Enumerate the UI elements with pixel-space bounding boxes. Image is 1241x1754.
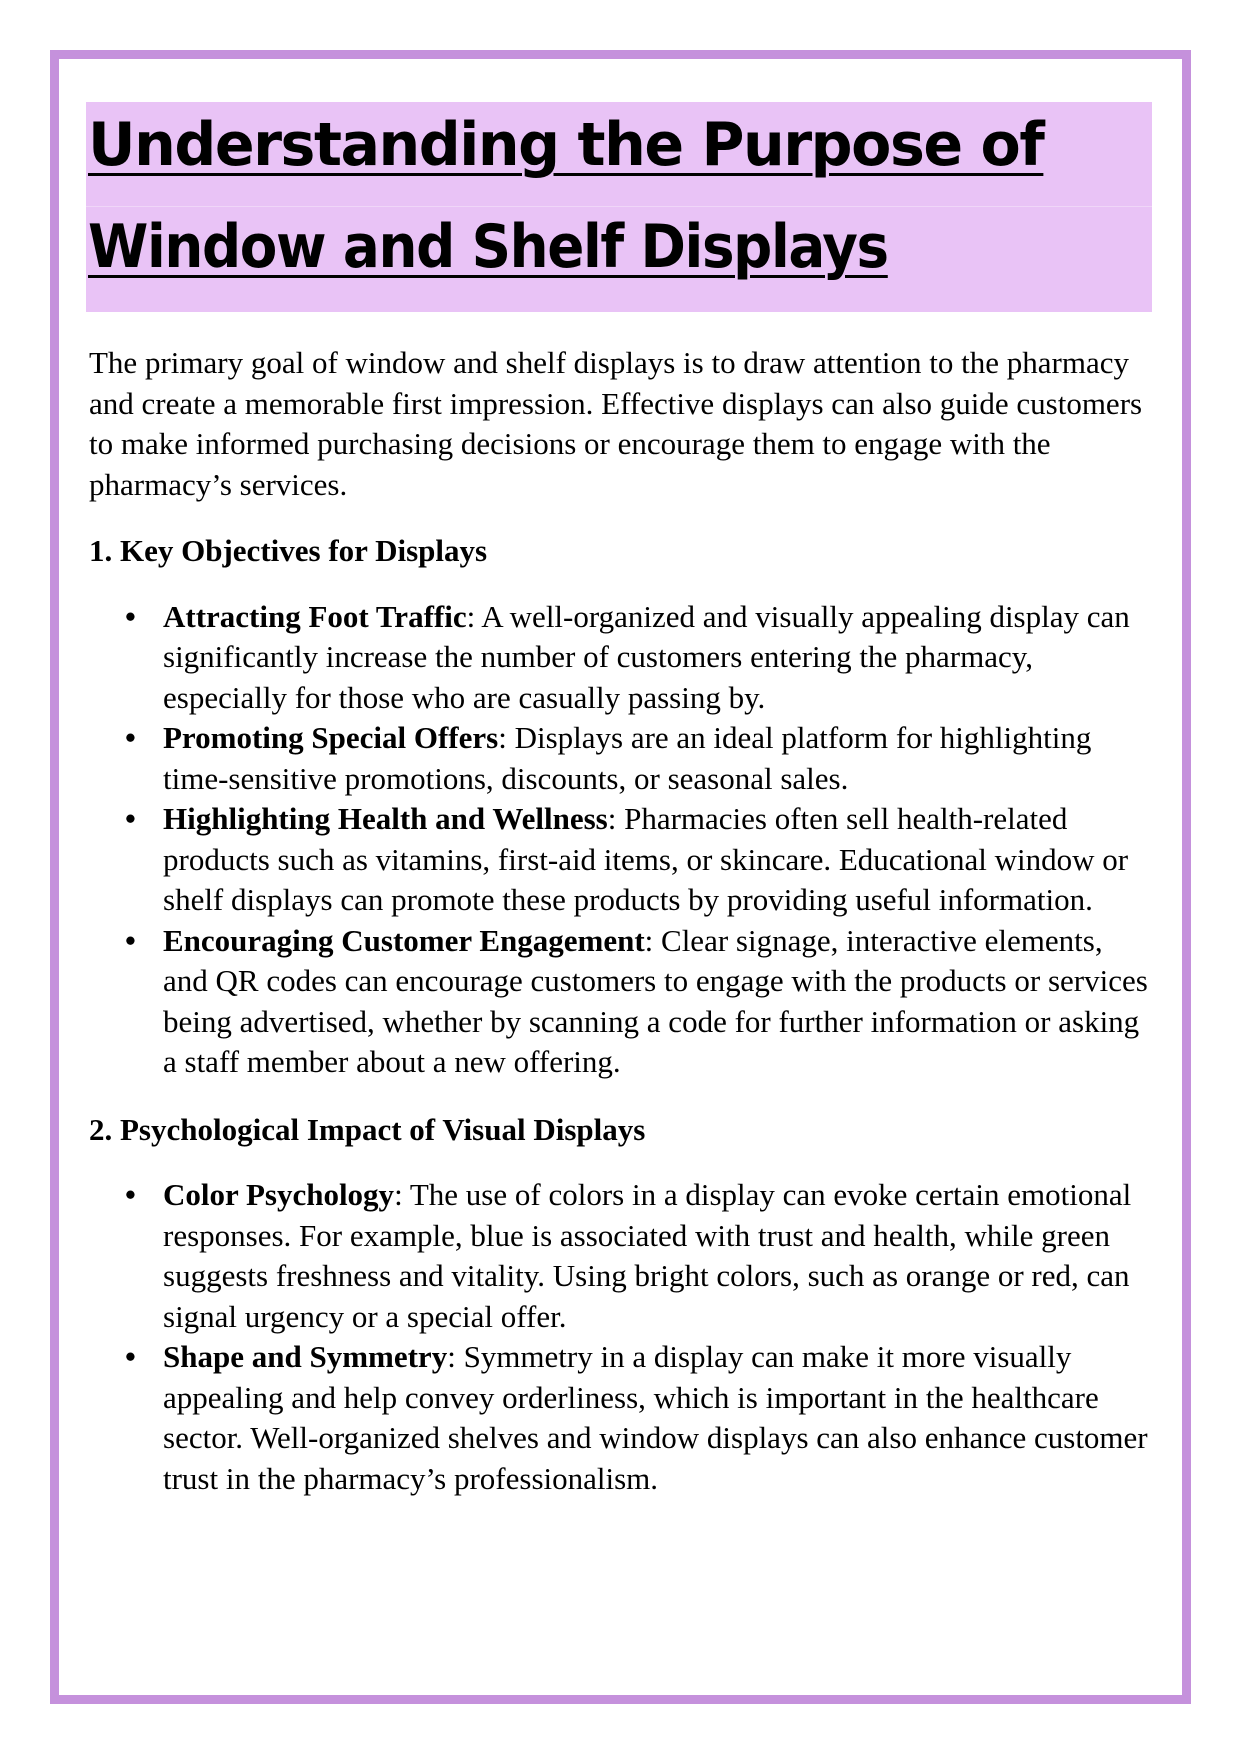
document-body <box>89 343 1149 1526</box>
section-heading: 1. Key Objectives for Displays <box>89 533 488 568</box>
item-text: : Pharmacies often sell health-related products such as vitamins, first-aid items, or skincare. Educational window or shelf displays can promote these products by providing useful information. <box>163 801 1129 917</box>
item-text: : Symmetry in a display can make it more visually appealing and help convey orderliness, which is important in the healthcare sector. Well-organized shelves and window displays can also enhance customer trust in the pharmacy’s professionalism. <box>163 1339 1148 1496</box>
item-term: Encouraging Customer Engagement <box>163 922 645 958</box>
list-item <box>125 718 1149 799</box>
bullet-icon: • <box>125 922 136 958</box>
bullet-icon: • <box>125 801 136 836</box>
item-term: Highlighting Health and Wellness <box>163 801 608 836</box>
bullet-icon: • <box>125 1339 136 1374</box>
item-text: : Displays are an ideal platform for highlighting time-sensitive promotions, discounts, or seasonal sales. <box>163 720 1092 796</box>
list-item <box>125 1337 1149 1499</box>
bullet-icon: • <box>125 720 136 755</box>
bullet-icon: • <box>125 598 136 634</box>
item-term: Shape and Symmetry <box>163 1339 448 1374</box>
bullet-icon: • <box>125 1177 136 1212</box>
item-term: Color Psychology <box>163 1177 395 1212</box>
page-title-line-1: Understanding the Purpose of <box>88 110 1044 180</box>
list-item <box>125 597 1149 719</box>
list-item <box>125 921 1149 1083</box>
intro-paragraph: The primary goal of window and shelf displays is to draw attention to the pharmacy and create a memorable first impression. Effective displays can also guide customers to make informed purchasing decisions or encourage them to engage with the pharmacy’s services. <box>89 345 1143 502</box>
title-divider <box>86 206 1152 207</box>
item-text: : Clear signage, interactive elements, and QR codes can encourage customers to engage with the products or services being advertised, whether by scanning a code for further information or asking a staff member about a new offering. <box>163 922 1148 1079</box>
page-title-line-2: Window and Shelf Displays <box>88 212 888 282</box>
item-text: : A well-organized and visually appealing display can significantly increase the number of customers entering the pharmacy, especially for those who are casually passing by. <box>163 598 1130 715</box>
item-term: Attracting Foot Traffic <box>163 598 467 634</box>
list-item <box>125 799 1149 921</box>
bullet-list <box>89 597 1149 1083</box>
bullet-list <box>89 1175 1149 1499</box>
item-text: : The use of colors in a display can evoke certain emotional responses. For example, blue is associated with trust and health, while green suggests freshness and vitality. Using bright colors, such as orange or red, can signal urgency or a special offer. <box>163 1177 1132 1334</box>
list-item <box>125 1175 1149 1337</box>
item-term: Promoting Special Offers <box>163 720 499 755</box>
section-heading: 2. Psychological Impact of Visual Displays <box>89 1111 646 1147</box>
